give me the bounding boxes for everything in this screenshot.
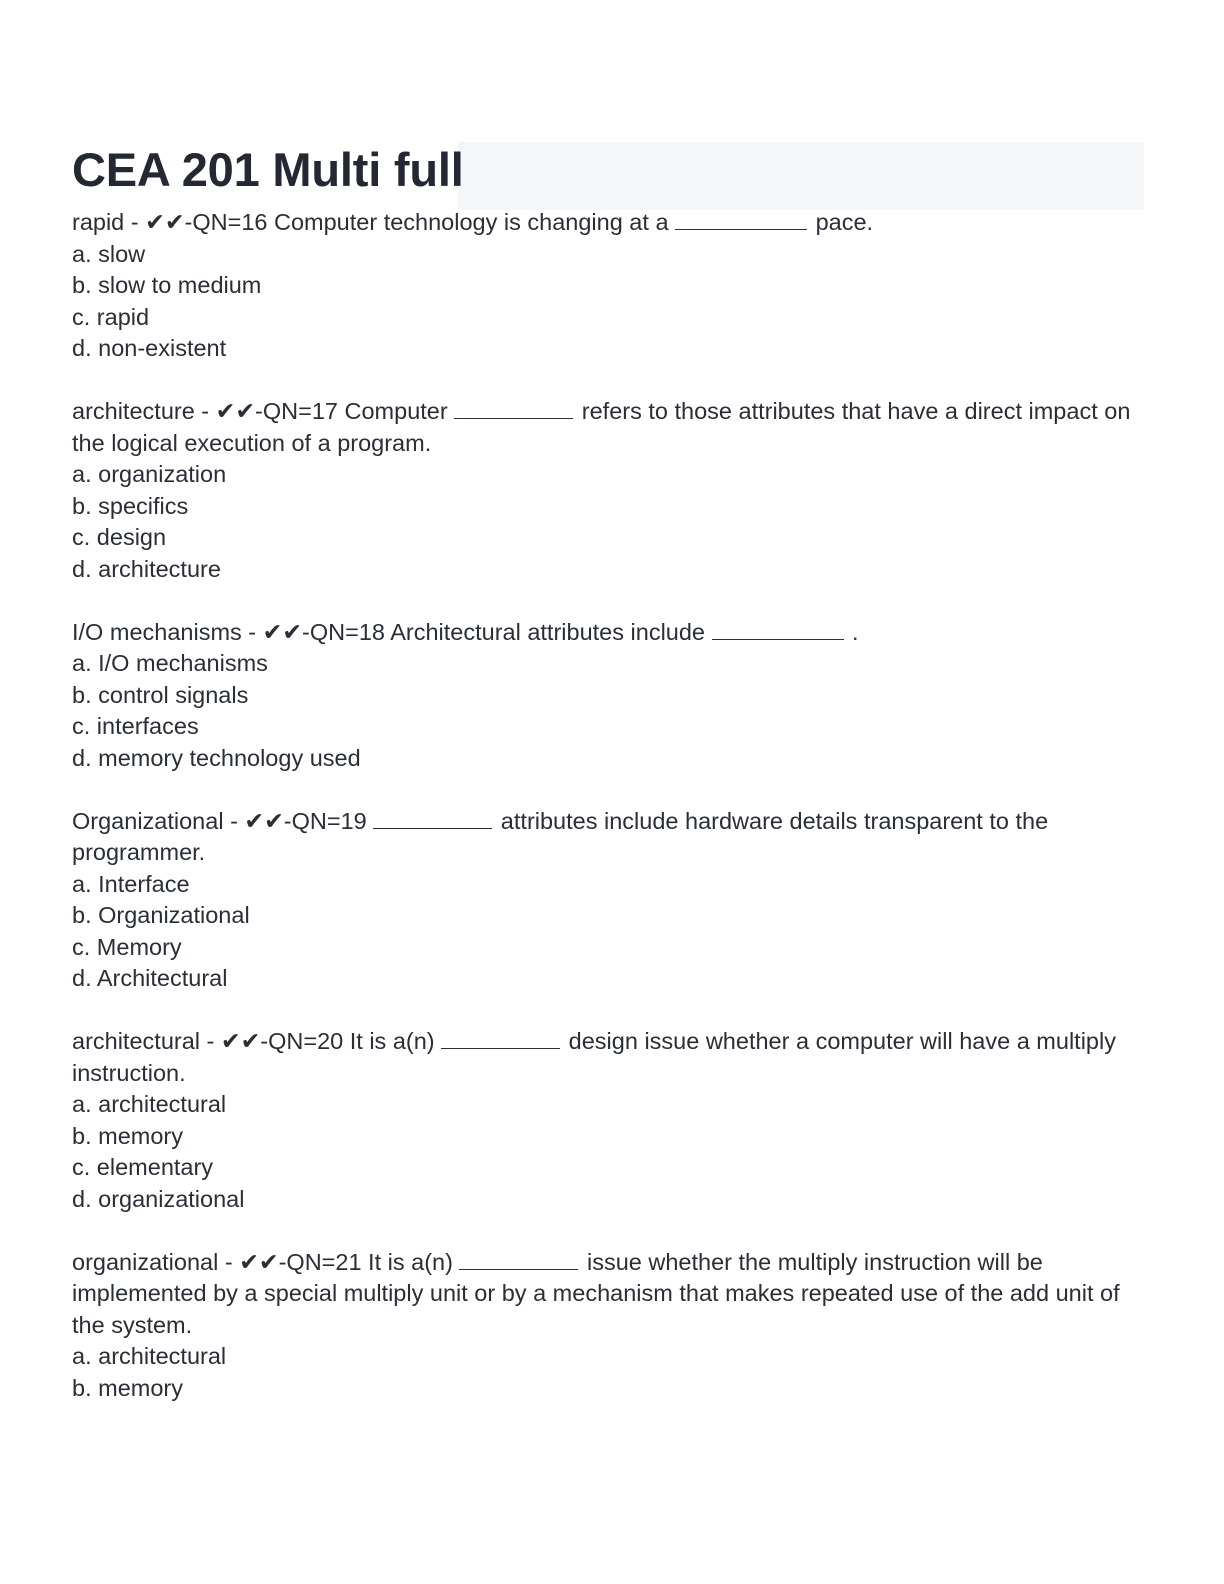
option-d: d. memory technology used: [72, 744, 361, 771]
answer-blank: [441, 1026, 560, 1049]
question-text: architectural - ✔✔-QN=20 It is a(n): [72, 1028, 442, 1054]
answer-blank: [454, 396, 573, 419]
title-highlight-band: [458, 142, 1144, 210]
question-text: Organizational - ✔✔-QN=19: [72, 807, 374, 834]
question-text-end: pace.: [809, 209, 874, 235]
question-text: architecture - ✔✔-QN=17 Computer: [72, 398, 455, 424]
answer-blank: [373, 806, 492, 829]
question-text-end: design issue whether a computer will have a multiply: [562, 1028, 1116, 1054]
question-continuation: implemented by a special multiply unit or by a mechanism that makes repeated use of the add unit of: [72, 1280, 1120, 1306]
question-text-end: attributes include hardware details transparent to the: [494, 807, 1049, 834]
option-b: b. Organizational: [72, 902, 250, 928]
question-16: [72, 207, 1148, 365]
answer-blank: [712, 617, 844, 640]
question-19: [72, 806, 1148, 995]
option-d: d. Architectural: [72, 965, 228, 991]
question-text-end: refers to those attributes that have a direct impact on: [575, 398, 1131, 424]
question-continuation: programmer.: [72, 839, 206, 865]
question-continuation: the system.: [72, 1311, 193, 1338]
question-text: organizational - ✔✔-QN=21 It is a(n): [72, 1248, 460, 1275]
option-b: b. specifics: [72, 492, 189, 519]
question-continuation: the logical execution of a program.: [72, 429, 432, 456]
question-18: [72, 617, 1148, 775]
question-stem: [72, 207, 1148, 239]
option-a: a. Interface: [72, 870, 190, 897]
option-c: c. design: [72, 524, 167, 550]
option-a: a. organization: [72, 461, 227, 487]
option-c: c. interfaces: [72, 713, 199, 739]
option-a: a. architectural: [72, 1091, 227, 1117]
option-c: c. Memory: [72, 933, 182, 960]
option-a: a. slow: [72, 240, 146, 267]
question-text: rapid - ✔✔-QN=16 Computer technology is changing at a: [72, 209, 676, 235]
option-c: c. elementary: [72, 1154, 214, 1180]
question-stem: [72, 396, 1148, 428]
question-text-end: .: [845, 618, 859, 645]
option-d: d. non-existent: [72, 335, 227, 361]
question-stem: [72, 617, 1148, 649]
option-b: b. slow to medium: [72, 272, 262, 298]
option-a: a. architectural: [72, 1343, 227, 1369]
answer-blank: [459, 1247, 578, 1270]
question-stem: [72, 1026, 1148, 1058]
option-d: d. architecture: [72, 555, 221, 582]
question-stem: [72, 1247, 1148, 1279]
question-21: [72, 1247, 1148, 1405]
question-20: [72, 1026, 1148, 1215]
question-text: I/O mechanisms - ✔✔-QN=18 Architectural attributes include: [72, 618, 712, 645]
question-17: [72, 396, 1148, 585]
question-continuation: instruction.: [72, 1059, 186, 1086]
option-b: b. memory: [72, 1374, 183, 1401]
question-list: [72, 207, 1148, 1436]
option-a: a. I/O mechanisms: [72, 650, 268, 676]
question-stem: [72, 806, 1148, 838]
option-b: b. memory: [72, 1122, 183, 1149]
answer-blank: [675, 207, 807, 230]
option-c: c. rapid: [72, 303, 150, 330]
page-title: CEA 201 Multi full: [72, 143, 464, 196]
option-d: d. organizational: [72, 1185, 245, 1212]
option-b: b. control signals: [72, 681, 249, 708]
question-text-end: issue whether the multiply instruction will be: [580, 1248, 1043, 1275]
